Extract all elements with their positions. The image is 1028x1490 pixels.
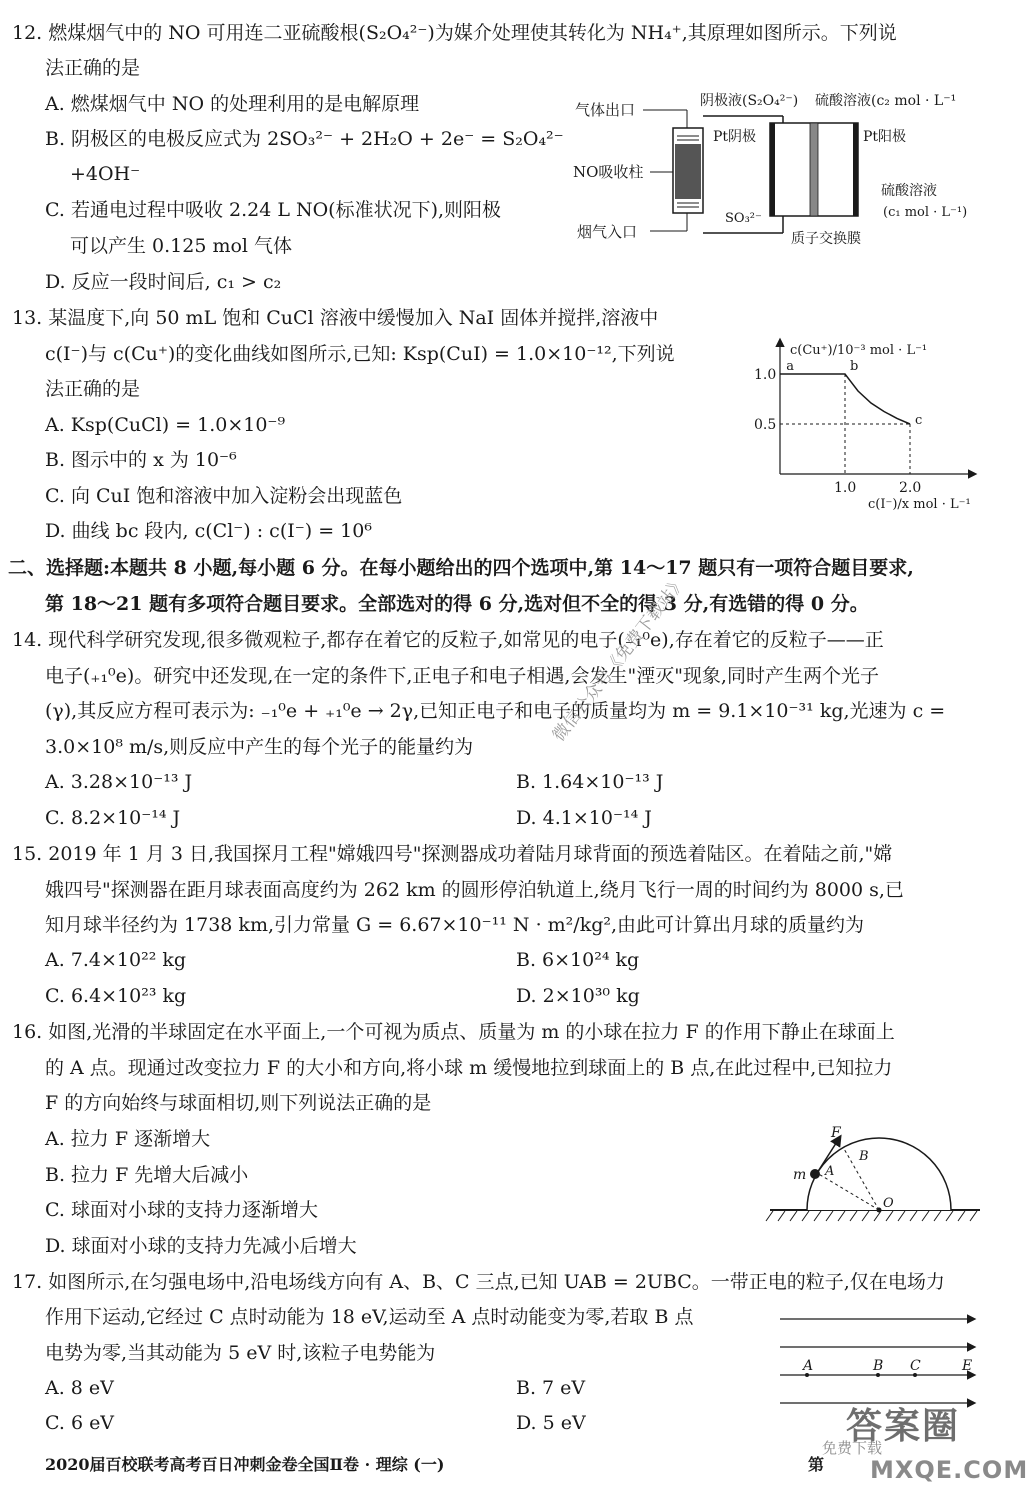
fig-point-a-label: A <box>825 1164 835 1179</box>
q12-stem-line1: 12. 燃煤烟气中的 NO 可用连二亚硫酸根(S₂O₄²⁻)为媒介处理使其转化为 NH₄⁺,其原理如图所示。下列说 <box>12 22 897 44</box>
fig-acid-right-conc: (c₁ mol · L⁻¹) <box>883 205 968 220</box>
q15-stem-line3: 知月球半径约为 1738 km,引力常量 G = 6.67×10⁻¹¹ N · m²/kg²,由此可计算出月球的质量约为 <box>45 914 865 936</box>
fig-no-column-label: NO吸收柱 <box>573 163 644 181</box>
fig-acid-right-label: 硫酸溶液 <box>881 183 937 199</box>
q15-option-c: C. 6.4×10²³ kg <box>45 985 187 1007</box>
section-2-header-line1: 二、选择题:本题共 8 小题,每小题 6 分。在每小题给出的四个选项中,第 14～17 题只有一项符合题目要求, <box>8 557 914 579</box>
q13-option-a: A. Ksp(CuCl) = 1.0×10⁻⁹ <box>45 414 286 436</box>
footer-page-number: 第 <box>808 1455 825 1474</box>
pt-anode <box>853 123 858 216</box>
fig-point-b-label: B <box>859 1149 869 1164</box>
point-label-b: b <box>850 359 859 374</box>
q16-stem-line2: 的 A 点。现通过改变拉力 F 的大小和方向,将小球 m 缓慢地拉到球面上的 B 点,在此过程中,已知拉力 <box>45 1057 893 1079</box>
q14-stem-line3: (γ),其反应方程可表示为: ₋₁⁰e + ₊₁⁰e → 2γ,已知正电子和电子的质量均为 m = 9.1×10⁻³¹ kg,光速为 c = <box>45 700 946 722</box>
q17-stem-line3: 电势为零,当其动能为 5 eV 时,该粒子电势能为 <box>45 1342 436 1364</box>
q15-option-a: A. 7.4×10²² kg <box>45 949 187 971</box>
fig-pt-anode-label: Pt阳极 <box>863 129 907 145</box>
q14-option-a: A. 3.28×10⁻¹³ J <box>45 771 193 793</box>
site-watermark: MXQE.COM <box>870 1456 1028 1484</box>
q13-option-d: D. 曲线 bc 段内, c(Cl⁻) : c(I⁻) = 10⁶ <box>45 520 372 542</box>
q17-option-c: C. 6 eV <box>45 1412 115 1434</box>
q15-option-d: D. 2×10³⁰ kg <box>516 985 640 1007</box>
q14-option-b: B. 1.64×10⁻¹³ J <box>516 771 664 793</box>
fig-field-e: E <box>962 1358 973 1374</box>
q12-option-d: D. 反应一段时间后, c₁ > c₂ <box>45 271 282 293</box>
diagonal-watermark: 微信公众号《免费下载站》 <box>548 572 691 746</box>
q13-concentration-chart <box>750 330 990 520</box>
fig-point-a: A <box>803 1358 814 1374</box>
chart-guides <box>780 374 910 474</box>
q12-option-b: B. 阴极区的电极反应式为 2SO₃²⁻ + 2H₂O + 2e⁻ = S₂O₄²⁻ <box>45 128 564 150</box>
section-2-header-line2: 第 18～21 题有多项符合题目要求。全部选对的得 6 分,选对但不全的得 3 分,有选错的得 0 分。 <box>45 593 869 615</box>
q17-stem-line1: 17. 如图所示,在匀强电场中,沿电场线方向有 A、B、C 三点,已知 UAB = 2UBC。一带正电的粒子,仅在电场力 <box>12 1271 945 1293</box>
fig-f-label: F <box>831 1125 841 1141</box>
proton-exchange-membrane <box>810 123 818 216</box>
q14-stem-line2: 电子(₊₁⁰e)。研究中还发现,在一定的条件下,正电子和电子相遇,会发生"湮灭"现象,同时产生两个光子 <box>45 665 879 687</box>
footer-title: 2020届百校联考高考百日冲刺金卷全国Ⅱ卷 · 理综 (一) <box>45 1455 445 1474</box>
fig-point-c: C <box>910 1358 921 1374</box>
column-packing <box>675 144 701 199</box>
center-point <box>877 1208 882 1213</box>
x-tick-label: 1.0 <box>834 480 857 496</box>
q17-option-a: A. 8 eV <box>45 1377 114 1399</box>
q17-option-d: D. 5 eV <box>516 1412 586 1434</box>
q13-option-c: C. 向 CuI 饱和溶液中加入淀粉会出现蓝色 <box>45 485 403 507</box>
fig-catholyte-label: 阴极液(S₂O₄²⁻) <box>700 93 799 109</box>
fig-so3-label: SO₃²⁻ <box>725 211 762 226</box>
fig-flue-inlet-label: 烟气入口 <box>577 223 638 241</box>
point-label-a: a <box>786 359 795 374</box>
q14-stem-line4: 3.0×10⁸ m/s,则反应中产生的每个光子的能量约为 <box>45 736 474 758</box>
q15-stem-line2: 娥四号"探测器在距月球表面高度约为 262 km 的圆形停泊轨道上,绕月飞行一周的时间约为 8000 s,已 <box>45 879 904 901</box>
q16-option-d: D. 球面对小球的支持力先减小后增大 <box>45 1235 357 1257</box>
fig-membrane-label: 质子交换膜 <box>791 231 861 247</box>
q16-option-b: B. 拉力 F 先增大后减小 <box>45 1164 249 1186</box>
chart-labels <box>754 359 922 496</box>
q15-option-b: B. 6×10²⁴ kg <box>516 949 640 971</box>
q15-stem-line1: 15. 2019 年 1 月 3 日,我国探月工程"嫦娥四号"探测器成功着陆月球背面的预选着陆区。在着陆之前,"嫦 <box>12 843 893 865</box>
q16-hemisphere-diagram <box>765 1120 985 1232</box>
fig-acid-top-label: 硫酸溶液(c₂ mol · L⁻¹ <box>815 93 957 109</box>
chart-x-label: c(I⁻)/x mol · L⁻¹ <box>868 497 971 512</box>
q14-stem-line1: 14. 现代科学研究发现,很多微观粒子,都存在着它的反粒子,如常见的电子(₋₁⁰e),存在着它的反粒子——正 <box>12 629 884 651</box>
q13-stem-line2: c(I⁻)与 c(Cu⁺)的变化曲线如图所示,已知: Ksp(CuI) = 1.0×10⁻¹²,下列说 <box>45 343 675 365</box>
y-tick-label: 1.0 <box>754 367 777 383</box>
fig-gas-outlet-label: 气体出口 <box>575 101 636 119</box>
point-label-c: c <box>915 413 923 428</box>
chart-y-label: c(Cu⁺)/10⁻³ mol · L⁻¹ <box>790 343 928 358</box>
q16-option-a: A. 拉力 F 逐渐增大 <box>45 1128 211 1150</box>
small-ball <box>810 1169 820 1179</box>
q14-option-d: D. 4.1×10⁻¹⁴ J <box>516 807 652 829</box>
q12-option-c-cont: 可以产生 0.125 mol 气体 <box>70 235 293 257</box>
y-tick-label: 0.5 <box>754 417 777 433</box>
q16-stem-line3: F 的方向始终与球面相切,则下列说法正确的是 <box>45 1092 432 1114</box>
fig-pt-cathode-label: Pt阴极 <box>713 129 757 145</box>
q17-stem-line2: 作用下运动,它经过 C 点时动能为 18 eV,运动至 A 点时动能变为零,若取 B 点 <box>45 1306 694 1328</box>
q16-option-c: C. 球面对小球的支持力逐渐增大 <box>45 1199 318 1221</box>
pt-cathode <box>770 123 775 216</box>
q13-stem-line1: 13. 某温度下,向 50 mL 饱和 CuCl 溶液中缓慢加入 NaI 固体并搅拌,溶液中 <box>12 307 659 329</box>
q12-stem-line2: 法正确的是 <box>45 57 141 79</box>
q12-option-b-cont: +4OH⁻ <box>70 163 141 185</box>
q17-option-b: B. 7 eV <box>516 1377 586 1399</box>
x-tick-label: 2.0 <box>899 480 922 496</box>
fig-point-b: B <box>873 1358 884 1374</box>
q13-option-b: B. 图示中的 x 为 10⁻⁶ <box>45 449 237 471</box>
logo-watermark: 答案圈 <box>846 1406 961 1447</box>
q16-stem-line1: 16. 如图,光滑的半球固定在水平面上,一个可视为质点、质量为 m 的小球在拉力 F 的作用下静止在球面上 <box>12 1021 895 1043</box>
fig-m-label: m <box>793 1167 807 1183</box>
q12-option-a: A. 燃煤烟气中 NO 的处理利用的是电解原理 <box>45 93 420 115</box>
q14-option-c: C. 8.2×10⁻¹⁴ J <box>45 807 181 829</box>
fig-point-o-label: O <box>883 1196 894 1211</box>
q13-stem-line3: 法正确的是 <box>45 378 141 400</box>
q12-electrolysis-diagram <box>565 88 995 248</box>
q12-option-c: C. 若通电过程中吸收 2.24 L NO(标准状况下),则阳极 <box>45 199 502 221</box>
logo-watermark-sub: 免费下载 <box>822 1439 883 1457</box>
